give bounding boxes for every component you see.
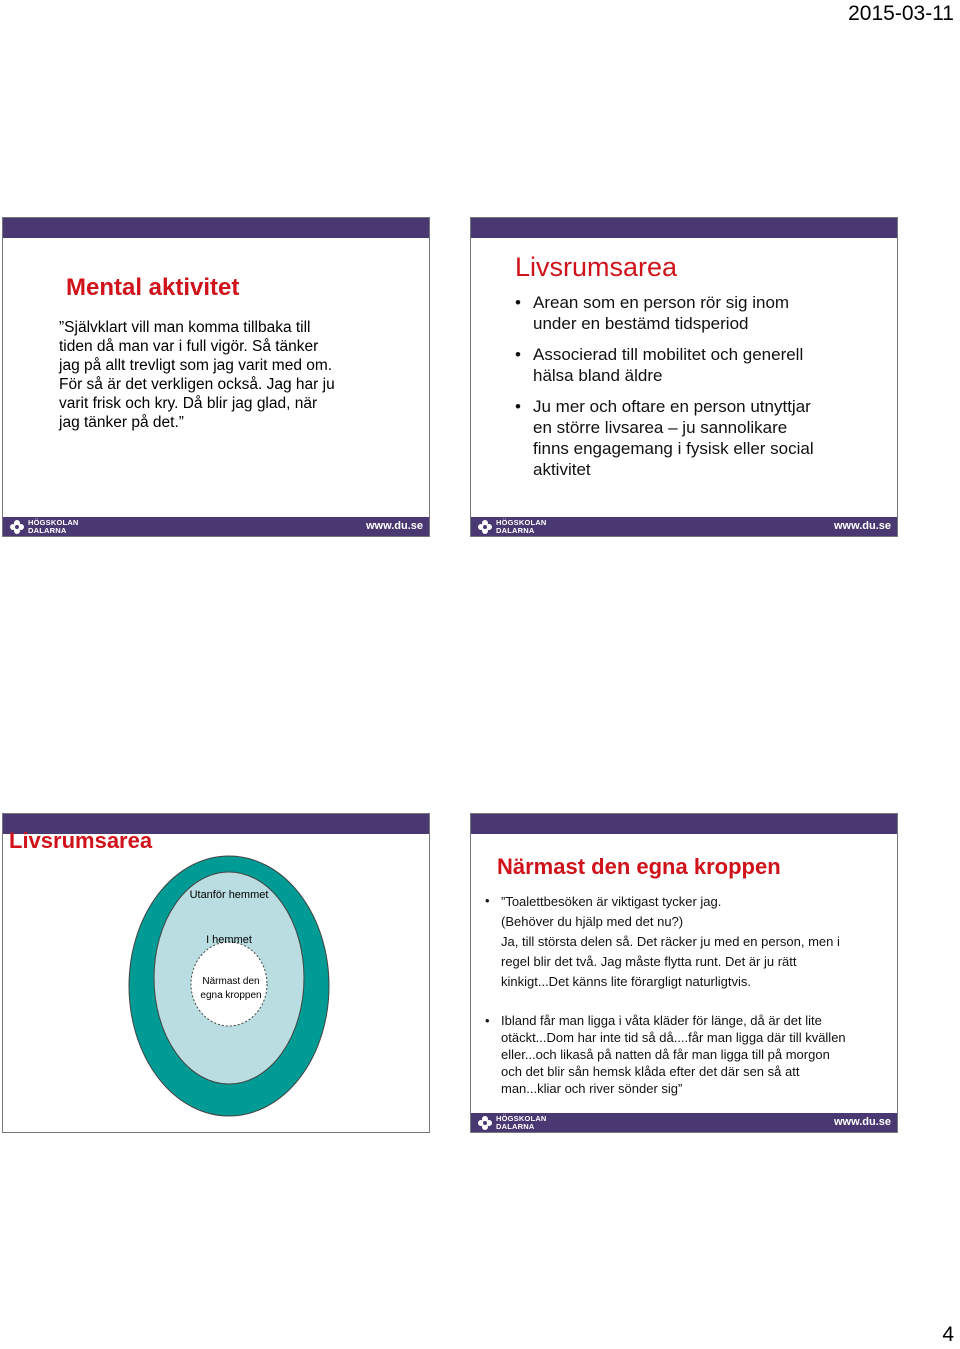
slide-footer-bar (471, 517, 897, 536)
list-item (515, 292, 885, 334)
ring-label-middle: I hemmet (206, 934, 252, 946)
quote-line: ”Självklart vill man komma tillbaka till (59, 319, 311, 336)
slide-top-bar (3, 218, 429, 238)
slide-title: Livsrumsarea (515, 252, 678, 282)
slide-livsrumsarea-diagram (2, 813, 430, 1133)
bullet-line: regel blir det två. Jag måste flytta runt. Det är ju rätt (501, 954, 797, 969)
slide-title: Livsrumsarea (9, 828, 153, 853)
life-space-diagram (3, 814, 430, 1133)
logo-text (28, 519, 79, 534)
bullet-list (515, 292, 885, 490)
bullet-line: en större livsarea – ju sannolikare (533, 418, 788, 437)
site-link[interactable]: www.du.se (833, 1116, 891, 1128)
slide-title: Mental aktivitet (66, 274, 240, 301)
bullet-line: (Behöver du hjälp med det nu?) (501, 914, 684, 929)
quote-line: För så är det verkligen också. Jag har ju (59, 376, 335, 393)
bullet-line: Ju mer och oftare en person utnyttjar (533, 397, 811, 416)
bullet-icon: • (485, 1013, 490, 1028)
bullet-line: Associerad till mobilitet och generell (533, 345, 804, 364)
bullet-line: eller...och likaså på natten då får man ligga till på morgon (501, 1047, 830, 1062)
hogskolan-dalarna-logo (477, 518, 547, 535)
list-item (485, 892, 885, 992)
bullet-line: och det blir sån hemsk klåda efter det där sen så att (501, 1064, 800, 1079)
bullet-line: Ibland får man ligga i våta kläder för länge, då är det lite (501, 1013, 822, 1028)
slide-footer-bar (471, 1113, 897, 1132)
logo-line-2: DALARNA (496, 525, 535, 535)
bullet-line: hälsa bland äldre (533, 366, 663, 385)
page-date: 2015-03-11 (848, 2, 954, 25)
slide-livsrumsarea-text (470, 217, 898, 537)
page-number: 4 (942, 1323, 954, 1346)
bullet-line: finns engagemang i fysisk eller social (533, 439, 814, 458)
quote-line: tiden då man var i full vigör. Så tänker (59, 338, 319, 355)
flower-logo-icon (477, 1115, 493, 1131)
flower-logo-icon (477, 519, 493, 535)
hogskolan-dalarna-logo (9, 518, 79, 535)
bullet-icon: • (515, 397, 521, 416)
list-item (515, 396, 885, 480)
slide-top-bar (471, 814, 897, 834)
bullet-line: otäckt...Dom har inte tid så då....får man ligga där till kvällen (501, 1030, 846, 1045)
slide-footer-bar (3, 517, 429, 536)
ring-label-inner-1: Närmast den (202, 976, 260, 987)
quote-line: jag tänker på det.” (59, 414, 184, 431)
logo-line-2: DALARNA (28, 525, 67, 535)
logo-text (496, 1115, 547, 1130)
bullet-line: kinkigt...Det känns lite förargligt naturligtvis. (501, 974, 751, 989)
slide-mental-aktivitet (2, 217, 430, 537)
bullet-line: man...kliar och river sönder sig” (501, 1081, 683, 1096)
hogskolan-dalarna-logo (477, 1114, 547, 1131)
logo-line-1: HÖGSKOLAN (28, 518, 79, 527)
logo-text (496, 519, 547, 534)
bullet-line: Ja, till största delen så. Det räcker ju med en person, men i (501, 934, 840, 949)
list-item (515, 344, 885, 386)
logo-line-2: DALARNA (496, 1121, 535, 1131)
quote-line: jag på allt trevligt som jag varit med om. (59, 357, 333, 374)
list-item (485, 1012, 885, 1097)
bullet-line: under en bestämd tidsperiod (533, 314, 749, 333)
ring-label-outer: Utanför hemmet (189, 889, 269, 901)
quote-text (59, 318, 359, 432)
slide-title: Närmast den egna kroppen (497, 854, 781, 879)
bullet-icon: • (515, 345, 521, 364)
slide-narmast-den-egna-kroppen (470, 813, 898, 1133)
bullet-list (485, 892, 885, 1097)
site-link[interactable]: www.du.se (833, 520, 891, 532)
bullet-line: ”Toalettbesöken är viktigast tycker jag. (501, 894, 722, 909)
quote-line: varit frisk och kry. Då blir jag glad, när (59, 395, 318, 412)
bullet-icon: • (485, 893, 490, 908)
logo-line-1: HÖGSKOLAN (496, 1114, 547, 1123)
bullet-icon: • (515, 293, 521, 312)
logo-line-1: HÖGSKOLAN (496, 518, 547, 527)
slide-top-bar (471, 218, 897, 238)
site-link[interactable]: www.du.se (365, 520, 423, 532)
ring-label-inner-2: egna kroppen (200, 990, 262, 1001)
bullet-line: aktivitet (533, 460, 591, 479)
bullet-line: Arean som en person rör sig inom (533, 293, 790, 312)
flower-logo-icon (9, 519, 25, 535)
